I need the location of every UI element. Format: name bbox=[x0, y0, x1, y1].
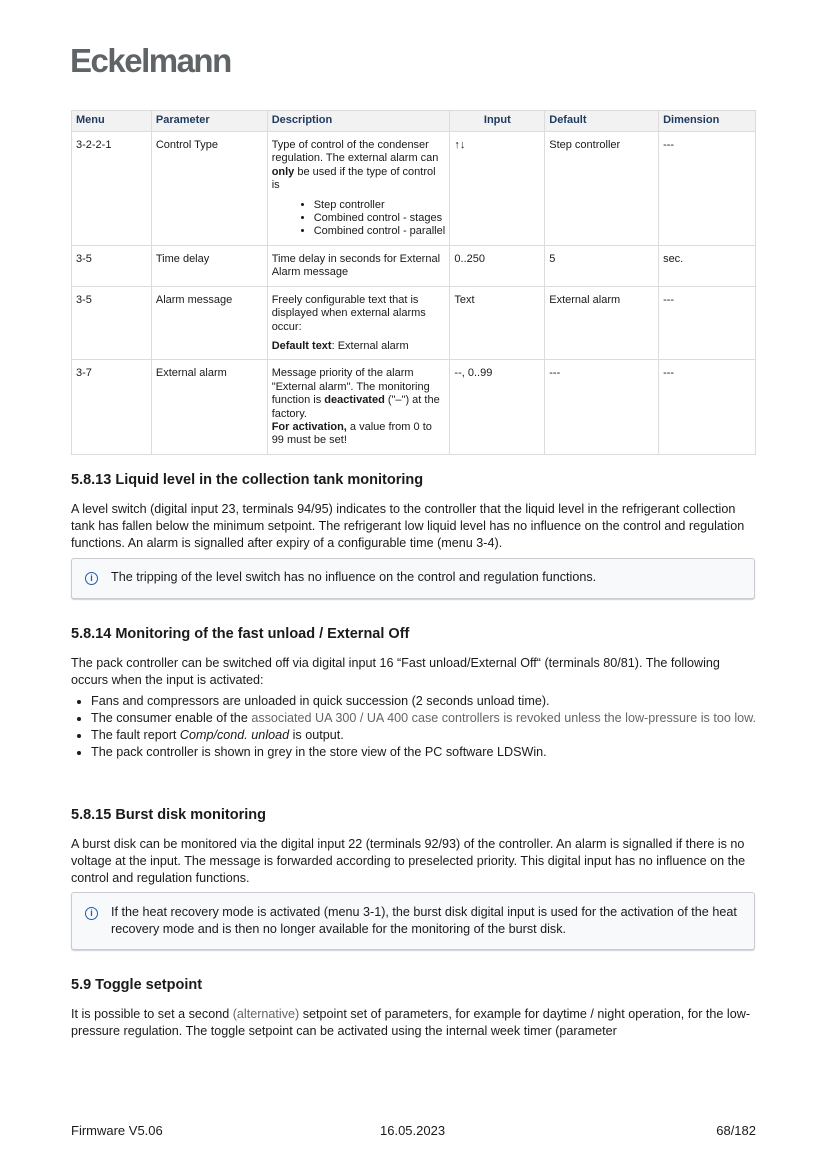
desc-text: Message priority of the alarm "External alarm". The monitoring function is bbox=[271, 367, 430, 407]
cell-parameter: Control Type bbox=[151, 132, 267, 246]
footer-firmware: Firmware V5.06 bbox=[71, 1123, 163, 1138]
cell-dimension: --- bbox=[659, 360, 756, 454]
note-text: If the heat recovery mode is activated (menu 3-1), the burst disk digital input is used for the activation of the heat recovery mode and is then no longer available for the monitoring of the burst disk. bbox=[111, 905, 737, 936]
info-circle-icon: i bbox=[85, 572, 98, 585]
cell-menu: 3-5 bbox=[72, 246, 152, 287]
info-note bbox=[71, 892, 755, 950]
section-heading: 5.8.13 Liquid level in the collection tank monitoring bbox=[71, 472, 424, 488]
paragraph: The pack controller can be switched off via digital input 16 “Fast unload/External Off“ (terminals 80/81). The following occurs when the input is activated: bbox=[71, 656, 720, 687]
text: setpoint set of parameters, for example for daytime / night operation, for the low-pressure regulation. The toggle setpoint can be activated using the internal week timer (parameter bbox=[71, 1007, 751, 1038]
cell-dimension: --- bbox=[659, 132, 756, 246]
header-dimension: Dimension bbox=[659, 111, 756, 132]
table-row bbox=[72, 132, 756, 246]
effects-list bbox=[71, 693, 757, 761]
list-item: • Fans and compressors are unloaded in quick succession (2 seconds unload time). bbox=[91, 693, 757, 710]
desc-bold: only bbox=[271, 165, 295, 178]
info-note bbox=[71, 558, 755, 599]
cell-description bbox=[267, 360, 450, 454]
desc-bold: Default text bbox=[271, 340, 332, 353]
section-heading: 5.9 Toggle setpoint bbox=[71, 977, 203, 993]
cell-dimension: sec. bbox=[659, 246, 756, 287]
cell-input: Text bbox=[450, 286, 545, 360]
table-row bbox=[72, 246, 756, 287]
section-5-8-13 bbox=[71, 472, 757, 552]
header-menu: Menu bbox=[72, 111, 152, 132]
list-item bbox=[91, 710, 757, 727]
list-text-grey: associated UA 300 / UA 400 case controllers is revoked unless the low-pressure is too low. bbox=[251, 711, 757, 725]
cell-input: --, 0..99 bbox=[450, 360, 545, 454]
cell-input: ↑↓ bbox=[450, 132, 545, 246]
cell-default: 5 bbox=[545, 246, 659, 287]
desc-bold: For activation, bbox=[271, 421, 347, 434]
desc-text: ("–") at the factory. bbox=[271, 394, 440, 420]
desc-text: : External alarm bbox=[331, 340, 409, 353]
cell-default: --- bbox=[545, 360, 659, 454]
paragraph bbox=[71, 1006, 757, 1040]
text-grey: (alternative) bbox=[232, 1007, 300, 1021]
desc-default-line bbox=[272, 340, 446, 353]
list-item: • Combined control - stages bbox=[314, 212, 446, 225]
footer-page-number: 68/182 bbox=[716, 1123, 756, 1138]
cell-parameter: External alarm bbox=[151, 360, 267, 454]
footer-date: 16.05.2023 bbox=[380, 1123, 446, 1138]
list-text: The fault report bbox=[91, 728, 180, 742]
paragraph: A level switch (digital input 23, terminals 94/95) indicates to the controller that the liquid level in the refrigerant collection tank has fallen below the minimum setpoint. The refrigerant low liquid level has no influence on the control and regulation functions. An alarm is signalled after expiry of a configurable time (menu 3-4). bbox=[71, 502, 745, 550]
table-row bbox=[72, 360, 756, 454]
cell-description bbox=[267, 286, 450, 360]
list-text-italic: Comp/cond. unload bbox=[179, 728, 290, 742]
header-default: Default bbox=[545, 111, 659, 132]
cell-default: Step controller bbox=[545, 132, 659, 246]
desc-text: Type of control of the condenser regulation. The external alarm can bbox=[271, 139, 439, 165]
cell-default: External alarm bbox=[545, 286, 659, 360]
cell-dimension: --- bbox=[659, 286, 756, 360]
section-5-8-15 bbox=[71, 807, 757, 887]
list-item bbox=[91, 727, 757, 744]
cell-description: Time delay in seconds for External Alarm message bbox=[267, 246, 450, 287]
cell-parameter: Time delay bbox=[151, 246, 267, 287]
table-row bbox=[72, 286, 756, 360]
text: It is possible to set a second bbox=[71, 1007, 233, 1021]
cell-description bbox=[267, 132, 450, 246]
note-text: The tripping of the level switch has no influence on the control and regulation functions. bbox=[111, 570, 597, 584]
desc-text: a value from 0 to 99 must be set! bbox=[271, 421, 432, 447]
info-circle-icon: i bbox=[85, 907, 98, 920]
section-heading: 5.8.14 Monitoring of the fast unload / External Off bbox=[71, 626, 410, 642]
section-5-9 bbox=[71, 977, 757, 1040]
company-logo: Eckelmann bbox=[70, 42, 231, 79]
list-item: • The pack controller is shown in grey in the store view of the PC software LDSWin. bbox=[91, 744, 757, 761]
list-item: • Combined control - parallel bbox=[314, 225, 446, 238]
list-text: is output. bbox=[289, 728, 344, 742]
desc-text: be used if the type of control is bbox=[271, 165, 436, 192]
header-description: Description bbox=[267, 111, 450, 132]
list-text: The consumer enable of the bbox=[91, 711, 252, 725]
list-item: • Step controller bbox=[314, 199, 446, 212]
section-heading: 5.8.15 Burst disk monitoring bbox=[71, 807, 266, 823]
paragraph: A burst disk can be monitored via the digital input 22 (terminals 92/93) of the controller. An alarm is signalled if there is no voltage at the input. The message is forwarded according to preselected priority. This digital input has no influence on the control and regulation functions. bbox=[71, 837, 746, 885]
section-5-8-14 bbox=[71, 626, 757, 761]
cell-parameter: Alarm message bbox=[151, 286, 267, 360]
cell-menu: 3-2-2-1 bbox=[72, 132, 152, 246]
cell-input: 0..250 bbox=[450, 246, 545, 287]
parameter-table bbox=[71, 110, 756, 455]
desc-bold: deactivated bbox=[324, 394, 385, 407]
control-type-list bbox=[272, 199, 446, 239]
cell-menu: 3-5 bbox=[72, 286, 152, 360]
header-input: Input bbox=[450, 111, 545, 132]
header-parameter: Parameter bbox=[151, 111, 267, 132]
table-header-row bbox=[72, 111, 756, 132]
cell-menu: 3-7 bbox=[72, 360, 152, 454]
desc-text: Freely configurable text that is displayed when external alarms occur: bbox=[271, 293, 426, 333]
